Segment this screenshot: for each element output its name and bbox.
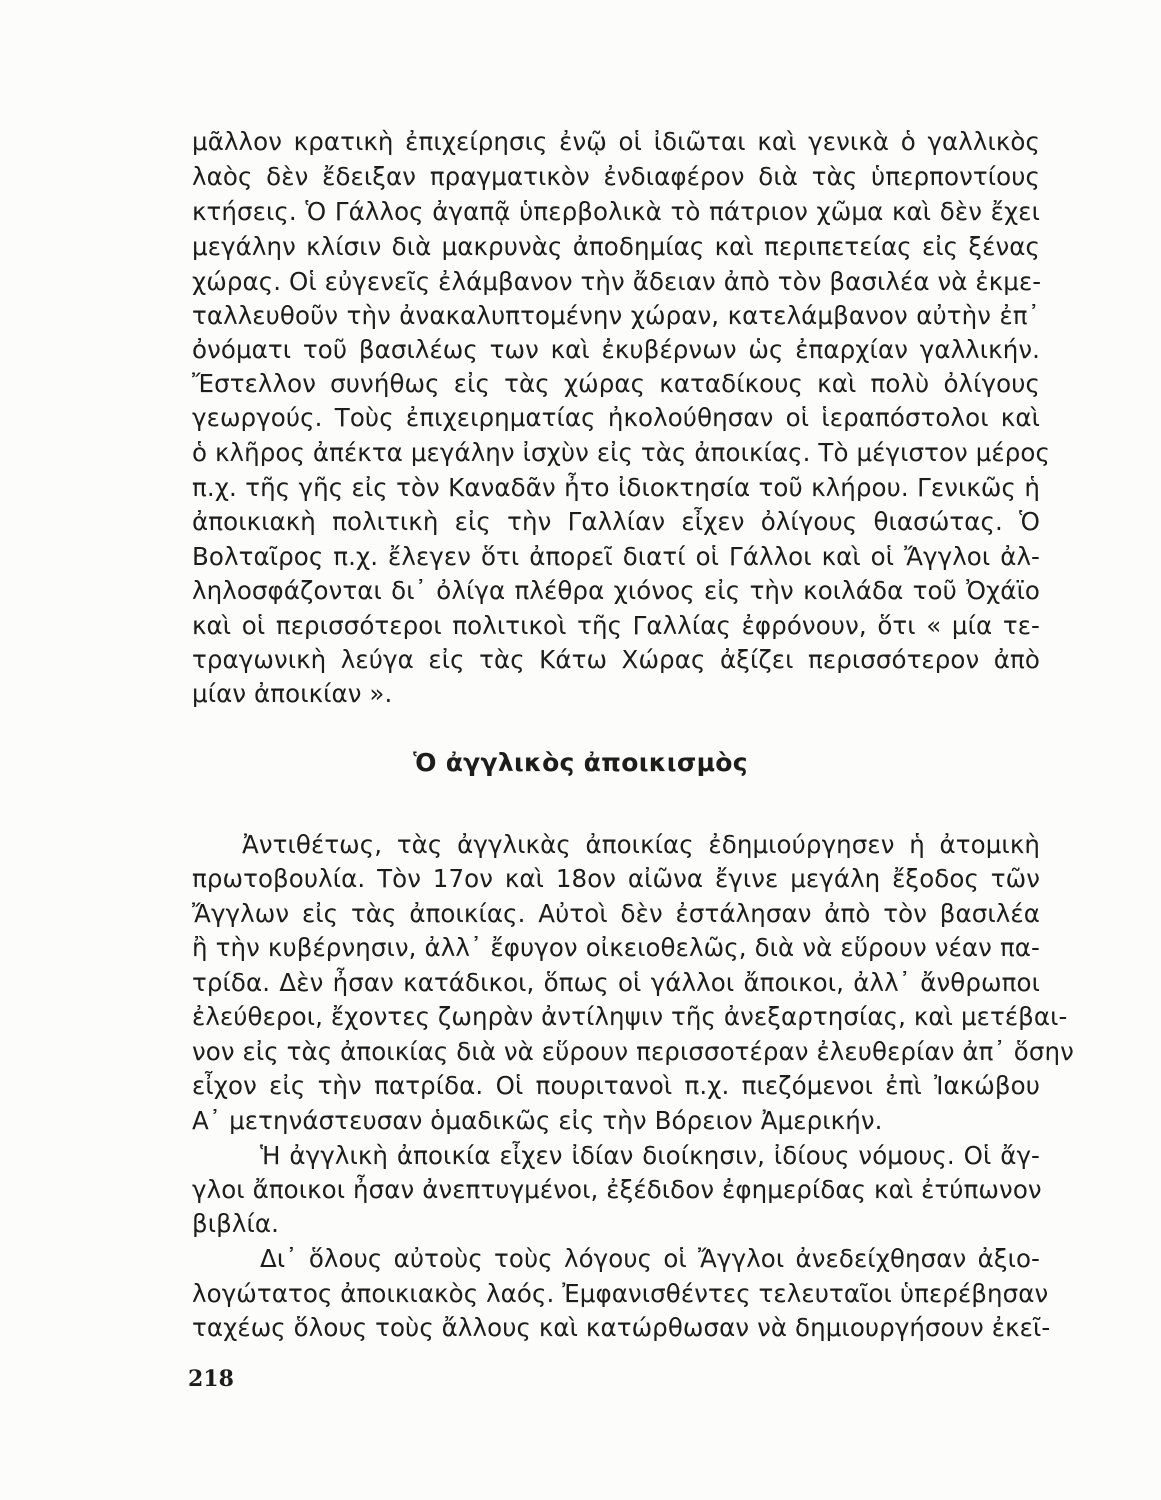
text-line: ὁ κλῆρος ἀπέκτα μεγάλην ἰσχὺν εἰς τὰς ἀποικίας. Τὸ μέγιστον μέρος: [192, 438, 1050, 467]
text-line: καὶ οἱ περισσότεροι πολιτικοὶ τῆς Γαλλίας ἐφρόνουν, ὅτι « μία τε-: [192, 611, 1040, 640]
text-line: τραγωνικὴ λεύγα εἰς τὰς Κάτω Χώρας ἀξίζει περισσότερον ἀπὸ: [192, 645, 1040, 674]
text-line: Ἡ ἀγγλικὴ ἀποικία εἶχεν ἰδίαν διοίκησιν, ἰδίους νόμους. Οἱ ἄγ-: [260, 1141, 1040, 1170]
text-line: Ἔστελλον συνήθως εἰς τὰς χώρας καταδίκους καὶ πολὺ ὀλίγους: [192, 369, 1040, 398]
text-line: ταλλευθοῦν τὴν ἀνακαλυπτομένην χώραν, κατελάμβανον αὐτὴν ἐπ᾿: [192, 301, 1040, 330]
text-line: ληλοσφάζονται δι᾿ ὀλίγα πλέθρα χιόνος εἰς τὴν κοιλάδα τοῦ Ὀχάϊο: [192, 576, 1040, 605]
text-line: Βολταῖρος π.χ. ἔλεγεν ὅτι ἀπορεῖ διατί οἱ Γάλλοι καὶ οἱ Ἄγγλοι ἀλ-: [192, 542, 1040, 571]
text-line: τρίδα. Δὲν ἦσαν κατάδικοι, ὅπως οἱ γάλλοι ἄποικοι, ἀλλ᾿ ἄνθρωποι: [192, 968, 1040, 997]
text-line: χώρας. Οἱ εὐγενεῖς ἐλάμβανον τὴν ἄδειαν ἀπὸ τὸν βασιλέα νὰ ἐκμε-: [192, 267, 1042, 296]
text-line: Ἄγγλων εἰς τὰς ἀποικίας. Αὐτοὶ δὲν ἐστάλησαν ἀπὸ τὸν βασιλέα: [192, 899, 1040, 928]
text-line: μίαν ἀποικίαν ».: [192, 679, 393, 708]
section-heading: Ὁ ἀγγλικὸς ἀποικισμὸς: [413, 748, 748, 777]
text-line: μᾶλλον κρατικὴ ἐπιχείρησις ἐνῷ οἱ ἰδιῶται καὶ γενικὰ ὁ γαλλικὸς: [192, 127, 1040, 156]
text-line: Δι᾿ ὅλους αὐτοὺς τοὺς λόγους οἱ Ἄγγλοι ἀνεδείχθησαν ἀξιο-: [260, 1244, 1040, 1273]
page-number: 218: [188, 1366, 234, 1392]
text-line: ἀποικιακὴ πολιτικὴ εἰς τὴν Γαλλίαν εἶχεν ὀλίγους θιασώτας. Ὁ: [192, 507, 1040, 536]
text-line: ἢ τὴν κυβέρνησιν, ἀλλ᾿ ἔφυγον οἰκειοθελῶς, διὰ νὰ εὕρουν νέαν πα-: [192, 933, 1040, 962]
text-line: πρωτοβουλία. Τὸν 17ον καὶ 18ον αἰῶνα ἔγινε μεγάλη ἔξοδος τῶν: [192, 864, 1040, 893]
text-line: γεωργούς. Τοὺς ἐπιχειρηματίας ἠκολούθησαν οἱ ἱεραπόστολοι καὶ: [192, 403, 1040, 432]
text-line: εἶχον εἰς τὴν πατρίδα. Οἱ πουριτανοὶ π.χ. πιεζόμενοι ἐπὶ Ἰακώβου: [192, 1071, 1040, 1100]
text-line: Α᾿ μετηνάστευσαν ὁμαδικῶς εἰς τὴν Βόρειον Ἀμερικήν.: [192, 1106, 883, 1135]
text-line: μεγάλην κλίσιν διὰ μακρυνὰς ἀποδημίας καὶ περιπετείας εἰς ξένας: [192, 232, 1040, 261]
text-line: ταχέως ὅλους τοὺς ἄλλους καὶ κατώρθωσαν νὰ δημιουργήσουν ἐκεῖ-: [192, 1313, 1051, 1342]
text-line: λογώτατος ἀποικιακὸς λαός. Ἐμφανισθέντες τελευταῖοι ὑπερέβησαν: [192, 1279, 1049, 1308]
text-line: π.χ. τῆς γῆς εἰς τὸν Καναδᾶν ἦτο ἰδιοκτησία τοῦ κλήρου. Γενικῶς ἡ: [192, 473, 1040, 502]
text-line: ὀνόματι τοῦ βασιλέως των καὶ ἐκυβέρνων ὡς ἐπαρχίαν γαλλικήν.: [192, 335, 1040, 364]
text-line: λαὸς δὲν ἔδειξαν πραγματικὸν ἐνδιαφέρον διὰ τὰς ὑπερποντίους: [192, 162, 1040, 191]
text-line: βιβλία.: [192, 1209, 279, 1238]
text-line: κτήσεις. Ὁ Γάλλος ἀγαπᾷ ὑπερβολικὰ τὸ πάτριον χῶμα καὶ δὲν ἔχει: [192, 197, 1040, 226]
text-line: ἐλεύθεροι, ἔχοντες ζωηρὰν ἀντίληψιν τῆς ἀνεξαρτησίας, καὶ μετέβαι-: [192, 1002, 1068, 1031]
text-line: γλοι ἄποικοι ἦσαν ἀνεπτυγμένοι, ἐξέδιδον ἐφημερίδας καὶ ἐτύπωνον: [192, 1175, 1042, 1204]
text-line: Ἀντιθέτως, τὰς ἀγγλικὰς ἀποικίας ἐδημιούργησεν ἡ ἀτομικὴ: [242, 830, 1040, 859]
text-line: νον εἰς τὰς ἀποικίας διὰ νὰ εὕρουν περισσοτέραν ἐλευθερίαν ἀπ᾿ ὅσην: [192, 1037, 1074, 1066]
